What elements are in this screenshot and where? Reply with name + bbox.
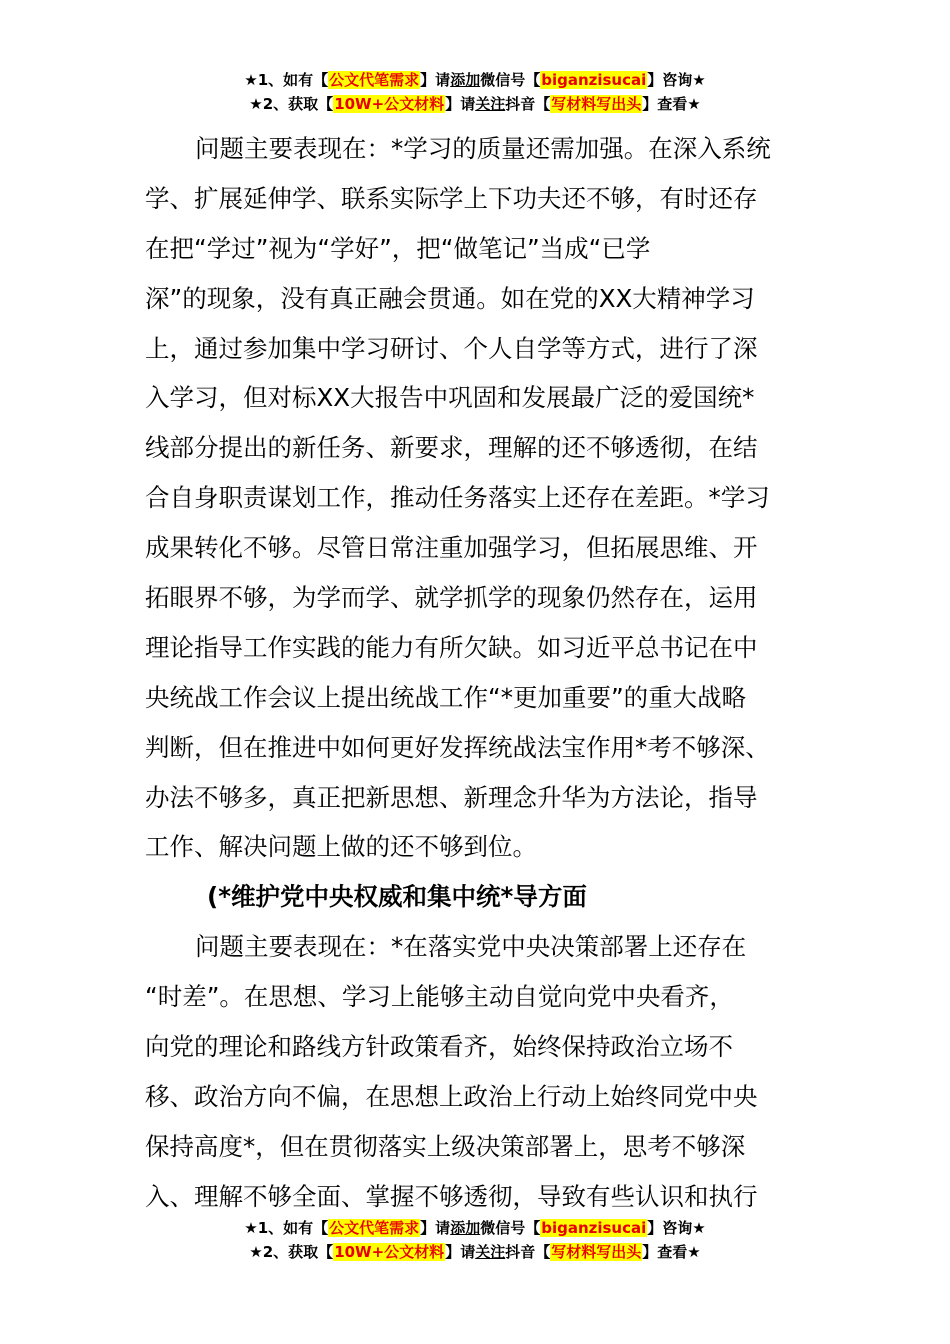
banner-text: 微信号【 [480,71,541,89]
banner-highlight: 公文代笔需求 [329,1219,420,1237]
footer-banner-line-1 [0,1216,950,1240]
banner-text: 微信号【 [480,1219,541,1237]
paragraph-line: 问题主要表现在：*在落实党中央决策部署上还存在 [195,932,747,962]
banner-underlined-text: 关注 [475,95,506,113]
banner-text: ★1、如有【 [244,1219,329,1237]
banner-highlight: 10W+公文材料 [334,1243,445,1261]
banner-text: 】查看★ [642,1243,701,1261]
paragraph-line: 向党的理论和路线方针政策看齐，始终保持政治立场不 [145,1032,733,1062]
header-banner [0,68,950,116]
banner-underlined-text: 添加 [450,1219,481,1237]
banner-text: 】请 [420,1219,451,1237]
paragraph-line: 理论指导工作实践的能力有所欠缺。如习近平总书记在中 [145,632,758,662]
paragraph-line: 在把“学过”视为“学好”，把“做笔记”当成“已学 [145,233,651,263]
banner-text: 】查看★ [642,95,701,113]
paragraph-line: 上，通过参加集中学习研讨、个人自学等方式，进行了深 [145,333,758,363]
paragraph-line: 成果转化不够。尽管日常注重加强学习，但拓展思维、开 [145,533,758,563]
banner-underlined-text: 关注 [475,1243,506,1261]
banner-highlight: 写材料写出头 [551,1243,642,1261]
header-banner-line-2 [0,92,950,116]
banner-text: 抖音【 [505,95,551,113]
banner-text: 】咨询★ [647,1219,706,1237]
paragraph-line: 工作、解决问题上做的还不够到位。 [145,832,537,862]
paragraph-line: 入学习，但对标XX大报告中巩固和发展最广泛的爱国统* [145,383,755,413]
banner-text: ★2、获取【 [249,1243,334,1261]
section-heading: (*维护党中央权威和集中统*导方面 [207,882,587,912]
banner-highlight: 公文代笔需求 [329,71,420,89]
banner-text: 】请 [445,1243,476,1261]
banner-highlight: 写材料写出头 [551,95,642,113]
paragraph-line: 线部分提出的新任务、新要求，理解的还不够透彻，在结 [145,433,758,463]
paragraph-line: 合自身职责谋划工作，推动任务落实上还存在差距。*学习 [145,483,770,513]
paragraph-line: 问题主要表现在：*学习的质量还需加强。在深入系统 [195,134,771,163]
footer-banner [0,1216,950,1264]
paragraph-line: 深”的现象，没有真正融会贯通。如在党的XX大精神学习 [145,283,755,313]
banner-text: 】咨询★ [647,71,706,89]
paragraph-line: 判断，但在推进中如何更好发挥统战法宝作用*考不够深、 [145,732,770,762]
banner-text: ★1、如有【 [244,71,329,89]
document-body [145,124,807,1222]
banner-highlight: biganzisucai [541,1219,647,1237]
banner-text: 】请 [420,71,451,89]
footer-banner-line-2 [0,1240,950,1264]
banner-text: 】请 [445,95,476,113]
banner-text: 抖音【 [505,1243,551,1261]
banner-text: ★2、获取【 [249,95,334,113]
banner-underlined-text: 添加 [450,71,481,89]
banner-highlight: biganzisucai [541,71,647,89]
header-banner-line-1 [0,68,950,92]
paragraph-line: 保持高度*，但在贯彻落实上级决策部署上，思考不够深 [145,1131,746,1161]
paragraph-line: 央统战工作会议上提出统战工作“*更加重要”的重大战略 [145,682,747,712]
paragraph-line: 移、政治方向不偏，在思想上政治上行动上始终同党中央 [145,1081,758,1111]
banner-highlight: 10W+公文材料 [334,95,445,113]
paragraph-line: 学、扩展延伸学、联系实际学上下功夫还不够，有时还存 [145,183,758,213]
paragraph-line: “时差”。在思想、学习上能够主动自觉向党中央看齐， [145,982,734,1012]
paragraph-line: 入、理解不够全面、掌握不够透彻，导致有些认识和执行 [145,1181,758,1211]
paragraph-line: 办法不够多，真正把新思想、新理念升华为方法论，指导 [145,782,758,812]
paragraph-line: 拓眼界不够，为学而学、就学抓学的现象仍然存在，运用 [145,583,758,613]
